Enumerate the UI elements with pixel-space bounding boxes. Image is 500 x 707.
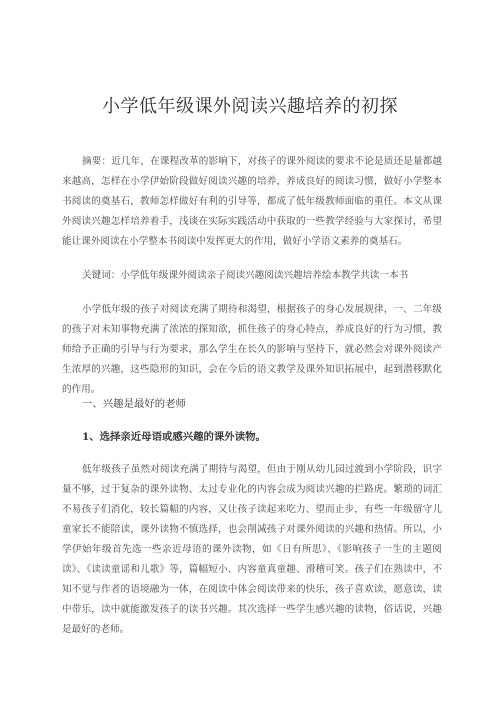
intro-paragraph: 小学低年级的孩子对阅读充满了期待和渴望，根据孩子的身心发展规律，一、二年级的孩子对未知事物充满了浓浓的探知欲，抓住孩子的身心特点，养成良好的行为习惯，教师给予正确的引导与行为要求，那么学生在长久的影响与坚持下，就必然会对课外阅读产生浓厚的兴趣，这些隐形的知识，会在今后的语文教学及课外知识拓展中，起到潜移默化的作用。 [62, 304, 442, 395]
section-heading-1: 一、兴趣是最好的老师 [82, 398, 186, 410]
keywords-paragraph: 关键词：小学低年级课外阅读亲子阅读兴趣阅读兴趣培养绘本教学共读一本书 [82, 270, 409, 281]
document-title: 小学低年级课外阅读兴趣培养的初探 [102, 96, 398, 117]
body-paragraph: 低年级孩子虽然对阅读充满了期待与渴望，但由于刚从幼儿园过渡到小学阶段，识字量不够，过于复杂的课外读物、太过专业化的内容会成为阅读兴趣的拦路虎。繁琐的词汇不易孩子们消化，较长篇幅的内容，又让孩子读起来吃力、望而止步，有些一年级留守儿童家长不能陪读，课外读物不慎选择，也会削减孩子对课外阅读的兴趣和热情。所以，小学伊始年级首先选一些亲近母语的课外读物，如《日有所思》、《影响孩子一生的主题阅读》、《读读童谣和儿歌》等，篇幅短小、内容童真童趣、滑稽可笑。孩子们在熟读中，不知不觉与作者的语境融为一体，在阅读中体会阅读带来的快乐，孩子喜欢读，愿意读，读中带乐，读中就能激发孩子的读书兴趣。其次选择一些学生感兴趣的读物，俗话说，兴趣是最好的老师。 [62, 464, 442, 635]
abstract-paragraph: 摘要：近几年，在课程改革的影响下，对孩子的课外阅读的要求不论是质还是量都越来越高，怎样在小学伊始阶段做好阅读兴趣的培养，养成良好的阅读习惯，做好小学整本书阅读的奠基石，教师怎样做好有利的引导等，都成了低年级教师面临的重任。本文从课外阅读兴趣怎样培养着手，浅谈在实际实践活动中获取的一些教学经验与大家探讨，希望能让课外阅读在小学整本书阅读中发挥更大的作用，做好小学语文素养的奠基石。 [62, 156, 442, 247]
subsection-heading-1: 1、选择亲近母语或感兴趣的课外读物。 [82, 431, 266, 443]
